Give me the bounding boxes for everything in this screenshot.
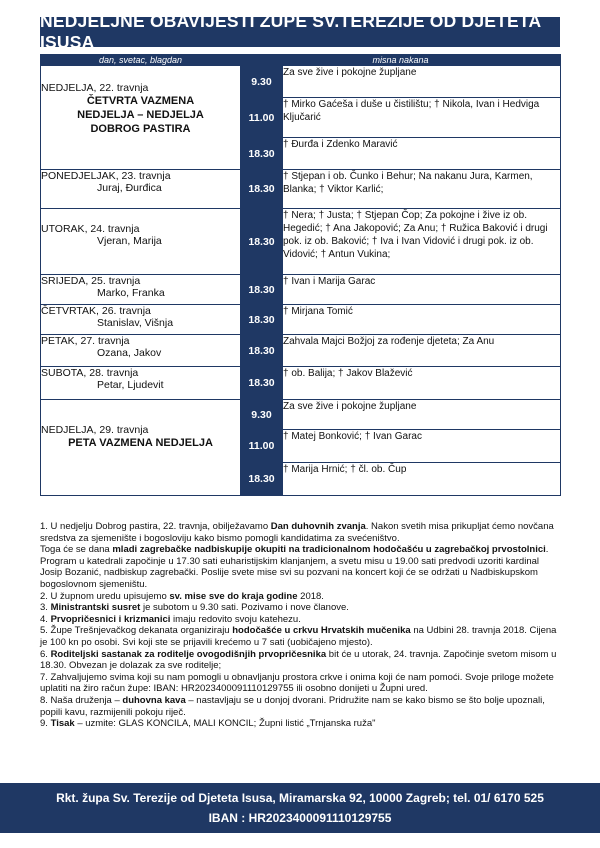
table-row (41, 400, 561, 430)
mass-time: 18.30 (241, 463, 283, 496)
mass-intention: † Mirjana Tomić (283, 305, 561, 335)
day-cell (41, 209, 241, 275)
text-bold: duhovna kava (122, 694, 186, 706)
text-bold: sv. mise sve do kraja godine (169, 590, 298, 602)
table-row (41, 209, 561, 275)
day-cell (41, 66, 241, 170)
mass-intention: † Matej Bonković; † Ivan Garac (283, 430, 561, 463)
table-row (41, 367, 561, 400)
mass-time: 9.30 (241, 400, 283, 430)
mass-time: 18.30 (241, 335, 283, 367)
text: 9. (40, 718, 51, 730)
day-saints: Marko, Franka (97, 287, 165, 299)
text: 4. (40, 613, 51, 625)
day-cell (41, 400, 241, 496)
day-cell (41, 335, 241, 367)
mass-time: 11.00 (241, 430, 283, 463)
text: je subotom u 9.30 sati. Pozivamo i nove članove. (140, 602, 349, 614)
announcement-3 (40, 602, 560, 614)
text: Toga će se dana (40, 544, 113, 556)
day-date: UTORAK, 24. travnja (41, 223, 140, 235)
mass-intention: † Ivan i Marija Garac (283, 275, 561, 305)
text: 5. Župe Trešnjevačkog dekanata organiziraju (40, 625, 233, 637)
announcement-5 (40, 625, 560, 648)
text-bold: hodočašće u crkvu Hrvatskih mučenika (232, 625, 411, 637)
table-row (41, 170, 561, 209)
day-cell (41, 275, 241, 305)
announcement-2 (40, 591, 560, 603)
mass-time: 18.30 (241, 138, 283, 170)
text: . Nakon svetih misa prikupljat ćemo novčana sredstva za sjemenište i bogosloviju kako bismo pomogli kandidatima za svećeništvo. (40, 521, 554, 544)
day-saints: Juraj, Đurđica (97, 182, 162, 194)
announcement-6 (40, 649, 560, 672)
day-date: ČETVRTAK, 26. travnja (41, 305, 151, 317)
announcement-1 (40, 521, 560, 544)
mass-intention: † Mirko Gaćeša i duše u čistilištu; † Nikola, Ivan i Hedviga Ključarić (283, 98, 561, 138)
text: 2. U župnom uredu upisujemo (40, 590, 170, 602)
text: 2018. (297, 590, 324, 602)
mass-intention: † Nera; † Justa; † Stjepan Čop; Za pokojne i žive iz ob. Hegedić; † Ana Jakopović; Za Anu; † Ružica Baković i drugi pok. iz ob. Baković; † Iva i Ivan Vidović i drugi pok. iz ob. Vidović; † Antun Vukina; (283, 209, 561, 275)
announcement-8 (40, 695, 560, 718)
text: 8. Naša druženja – (40, 694, 123, 706)
mass-schedule-table (40, 54, 561, 496)
footer (0, 783, 600, 833)
text: na Udbini 28. travnja 2018. Cijena je 100 kn po osobi. Svi koji ste se prijavili krećemo u 7 sati (uobičajeno mjesto). (40, 625, 557, 648)
day-saints: Ozana, Jakov (97, 347, 162, 359)
text: – uzmite: GLAS KONCILA, MALI KONCIL; Župni listić „Trnjanska ruža" (74, 718, 376, 730)
column-header-day: dan, svetac, blagdan (41, 55, 241, 66)
text-bold: Roditeljski sastanak za roditelje ovogodišnjih prvopričesnika (50, 648, 327, 660)
text-bold: Dan duhovnih zvanja (270, 521, 366, 532)
announcement-7: 7. Zahvaljujemo svima koji su nam pomogli u obnavljanju prostora crkve i onima koji će nam pomoći. Svoje priloge možete uplatiti na žiro račun župe: IBAN: HR2023400091110129755 ili osobno donijeti u Župni ured. (40, 671, 554, 695)
text-bold: Ministrantski susret (50, 602, 141, 614)
mass-intention: Za sve žive i pokojne župljane (283, 400, 561, 430)
text: 6. (40, 648, 51, 660)
footer-iban: IBAN : HR2023400091110129755 (208, 811, 392, 825)
text-bold: Prvopričesnici i krizmanici (50, 613, 171, 625)
day-date: PONEDJELJAK, 23. travnja (41, 170, 171, 182)
column-header-intention: misna nakana (241, 55, 561, 66)
mass-time: 18.30 (241, 367, 283, 400)
mass-time: 18.30 (241, 170, 283, 209)
mass-time: 11.00 (241, 98, 283, 138)
table-row (41, 335, 561, 367)
footer-address: Rkt. župa Sv. Terezije od Djeteta Isusa, Miramarska 92, 10000 Zagreb; tel. 01/ 6170 525 (56, 791, 544, 805)
mass-intention: Za sve žive i pokojne župljane (283, 66, 561, 98)
day-date: SUBOTA, 28. travnja (41, 367, 139, 379)
table-header (41, 55, 561, 66)
mass-time: 9.30 (241, 66, 283, 98)
announcement-9 (40, 718, 560, 730)
text: 3. (40, 602, 51, 614)
mass-time: 18.30 (241, 275, 283, 305)
day-date: PETAK, 27. travnja (41, 335, 130, 347)
day-feast: PETA VAZMENA NEDJELJA (68, 437, 213, 449)
announcement-4 (40, 614, 560, 626)
table-row (41, 275, 561, 305)
day-date: NEDJELJA, 29. travnja (41, 424, 149, 436)
day-saints: Petar, Ljudevit (97, 379, 164, 391)
day-cell (41, 367, 241, 400)
day-feast: ČETVRTA VAZMENA NEDJELJA – NEDJELJA DOBROG PASTIRA (77, 95, 204, 135)
day-cell (41, 170, 241, 209)
mass-intention: † Marija Hrnić; † čl. ob. Čup (283, 463, 561, 496)
text: bit će u utorak, 24. travnja. Započinje svetom misom u 18.30. Obvezan je dolazak za sve roditelje; (40, 648, 557, 672)
text-bold: mladi zagrebačke nadbiskupije okupiti na tradicionalnom hodočašću u zagrebačkoj prvostolnici (112, 544, 546, 556)
text-bold: Tisak (50, 718, 75, 730)
table-row (41, 66, 561, 98)
mass-time: 18.30 (241, 209, 283, 275)
text: 1. U nedjelju Dobrog pastira, 22. travnja, obilježavamo (40, 521, 271, 532)
mass-intention: Zahvala Majci Božjoj za rođenje djeteta; Za Anu (283, 335, 561, 367)
mass-intention: † Stjepan i ob. Čunko i Behur; Na nakanu Jura, Karmen, Blanka; † Viktor Karlić; (283, 170, 561, 209)
day-saints: Vjeran, Marija (97, 235, 162, 247)
text: – nastavljaju se u donjoj dvorani. Pridružite nam se kako bismo se što bolje upoznali, popili kavu, razmijenili pokoju riječ. (40, 694, 545, 718)
day-date: SRIJEDA, 25. travnja (41, 275, 141, 287)
text: . Program u katedrali započinje u 17.30 sati euharistijskim klanjanjem, a svetu misu u 19.00 sati predvodi uzoriti kardinal Josip Bozanić, nadbiskup zagrebački. Poslije svete mise svi su pozvani na koncert koji će se održati u Nadbiskupskom bogoslovnom sjemeništu. (40, 544, 549, 590)
announcements (40, 521, 560, 730)
day-cell (41, 305, 241, 335)
mass-time: 18.30 (241, 305, 283, 335)
text: imaju redovito svoju katehezu. (170, 613, 301, 625)
day-saints: Stanislav, Višnja (97, 317, 174, 329)
table-row (41, 305, 561, 335)
page-title: NEDJELJNE OBAVIJESTI ŽUPE SV.TEREZIJE OD DJETETA ISUSA (40, 17, 560, 47)
day-date: NEDJELJA, 22. travnja (41, 82, 149, 94)
announcement-1-cont (40, 544, 560, 590)
mass-intention: † Đurđa i Zdenko Maravić (283, 138, 561, 170)
mass-intention: † ob. Balija; † Jakov Blažević (283, 367, 561, 400)
